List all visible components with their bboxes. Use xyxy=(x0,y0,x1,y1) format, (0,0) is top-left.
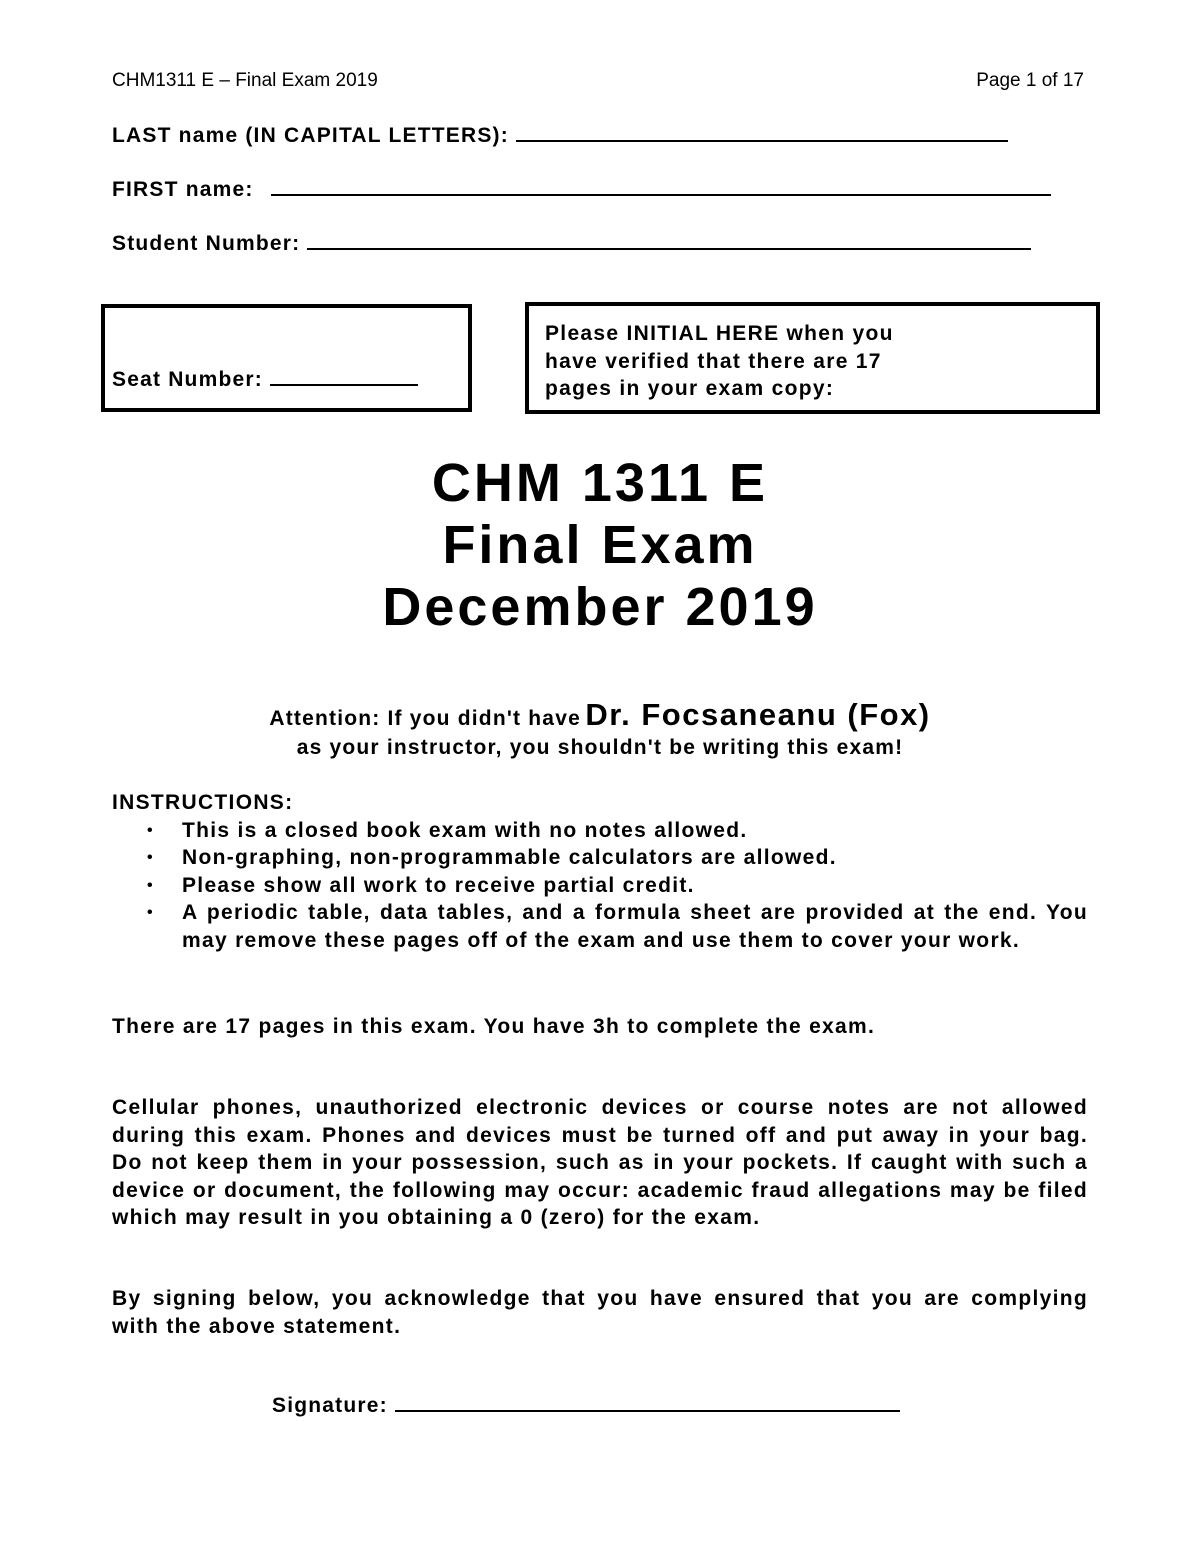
initial-line-1: Please INITIAL HERE when you xyxy=(545,322,894,345)
header-page-number: Page 1 of 17 xyxy=(976,70,1084,91)
attention-prefix: Attention: If you didn't have xyxy=(269,707,581,730)
student-number-label: Student Number: xyxy=(112,232,301,255)
header-course-line: CHM1311 E – Final Exam 2019 xyxy=(112,70,378,91)
seat-number-box xyxy=(101,304,472,412)
first-name-label: FIRST name: xyxy=(112,178,254,201)
last-name-label: LAST name (IN CAPITAL LETTERS): xyxy=(112,124,509,147)
instructions-heading: INSTRUCTIONS: xyxy=(112,791,294,814)
first-name-input-line[interactable] xyxy=(271,180,1051,196)
initial-line-2: have verified that there are 17 xyxy=(545,349,882,373)
instruction-item: • This is a closed book exam with no notes allowed. xyxy=(112,817,1088,845)
instructions-list xyxy=(112,817,1088,955)
instructions-section xyxy=(112,789,1088,954)
initial-instructions xyxy=(545,320,894,403)
pages-note: There are 17 pages in this exam. You have 3h to complete the exam. xyxy=(112,1015,876,1038)
signature-input-line[interactable] xyxy=(395,1396,900,1412)
exam-title: Final Exam xyxy=(442,515,758,575)
last-name-input-line[interactable] xyxy=(516,126,1008,142)
signature-label: Signature: xyxy=(272,1394,388,1417)
instruction-item: • A periodic table, data tables, and a formula sheet are provided at the end. You may remove these pages off of the exam and use them to cover your work. xyxy=(112,899,1088,954)
devices-policy: Cellular phones, unauthorized electronic devices or course notes are not allowed during this exam. Phones and devices must be turned off and put away in your bag. Do not keep them in your possession, such as in your pockets. If caught with such a device or document, the following may occur: academic fraud allegations may be filed which may result in you obtaining a 0 (zero) for the exam. xyxy=(112,1096,1088,1229)
last-name-field[interactable] xyxy=(112,124,1008,148)
instruction-item: • Non-graphing, non-programmable calculators are allowed. xyxy=(112,844,1088,872)
initial-line-3: pages in your exam copy: xyxy=(545,377,835,400)
seat-number-field[interactable] xyxy=(112,368,418,392)
seat-number-input-line[interactable] xyxy=(270,370,418,386)
instruction-item: • Please show all work to receive partial credit. xyxy=(112,872,1088,900)
attention-line xyxy=(0,697,1200,733)
student-number-input-line[interactable] xyxy=(307,234,1031,250)
student-number-field[interactable] xyxy=(112,232,1031,256)
initial-verification-box[interactable] xyxy=(525,302,1100,414)
instructor-name: Dr. Focsaneanu (Fox) xyxy=(585,697,931,732)
first-name-field[interactable] xyxy=(112,178,1051,202)
signature-field[interactable] xyxy=(272,1394,900,1418)
attention-line-2: as your instructor, you shouldn't be writing this exam! xyxy=(296,736,904,759)
course-title: CHM 1311 E xyxy=(431,453,769,513)
seat-number-label: Seat Number: xyxy=(112,368,263,391)
exam-date: December 2019 xyxy=(382,577,818,637)
acknowledgement-statement: By signing below, you acknowledge that you have ensured that you are complying with the above statement. xyxy=(112,1287,1088,1338)
